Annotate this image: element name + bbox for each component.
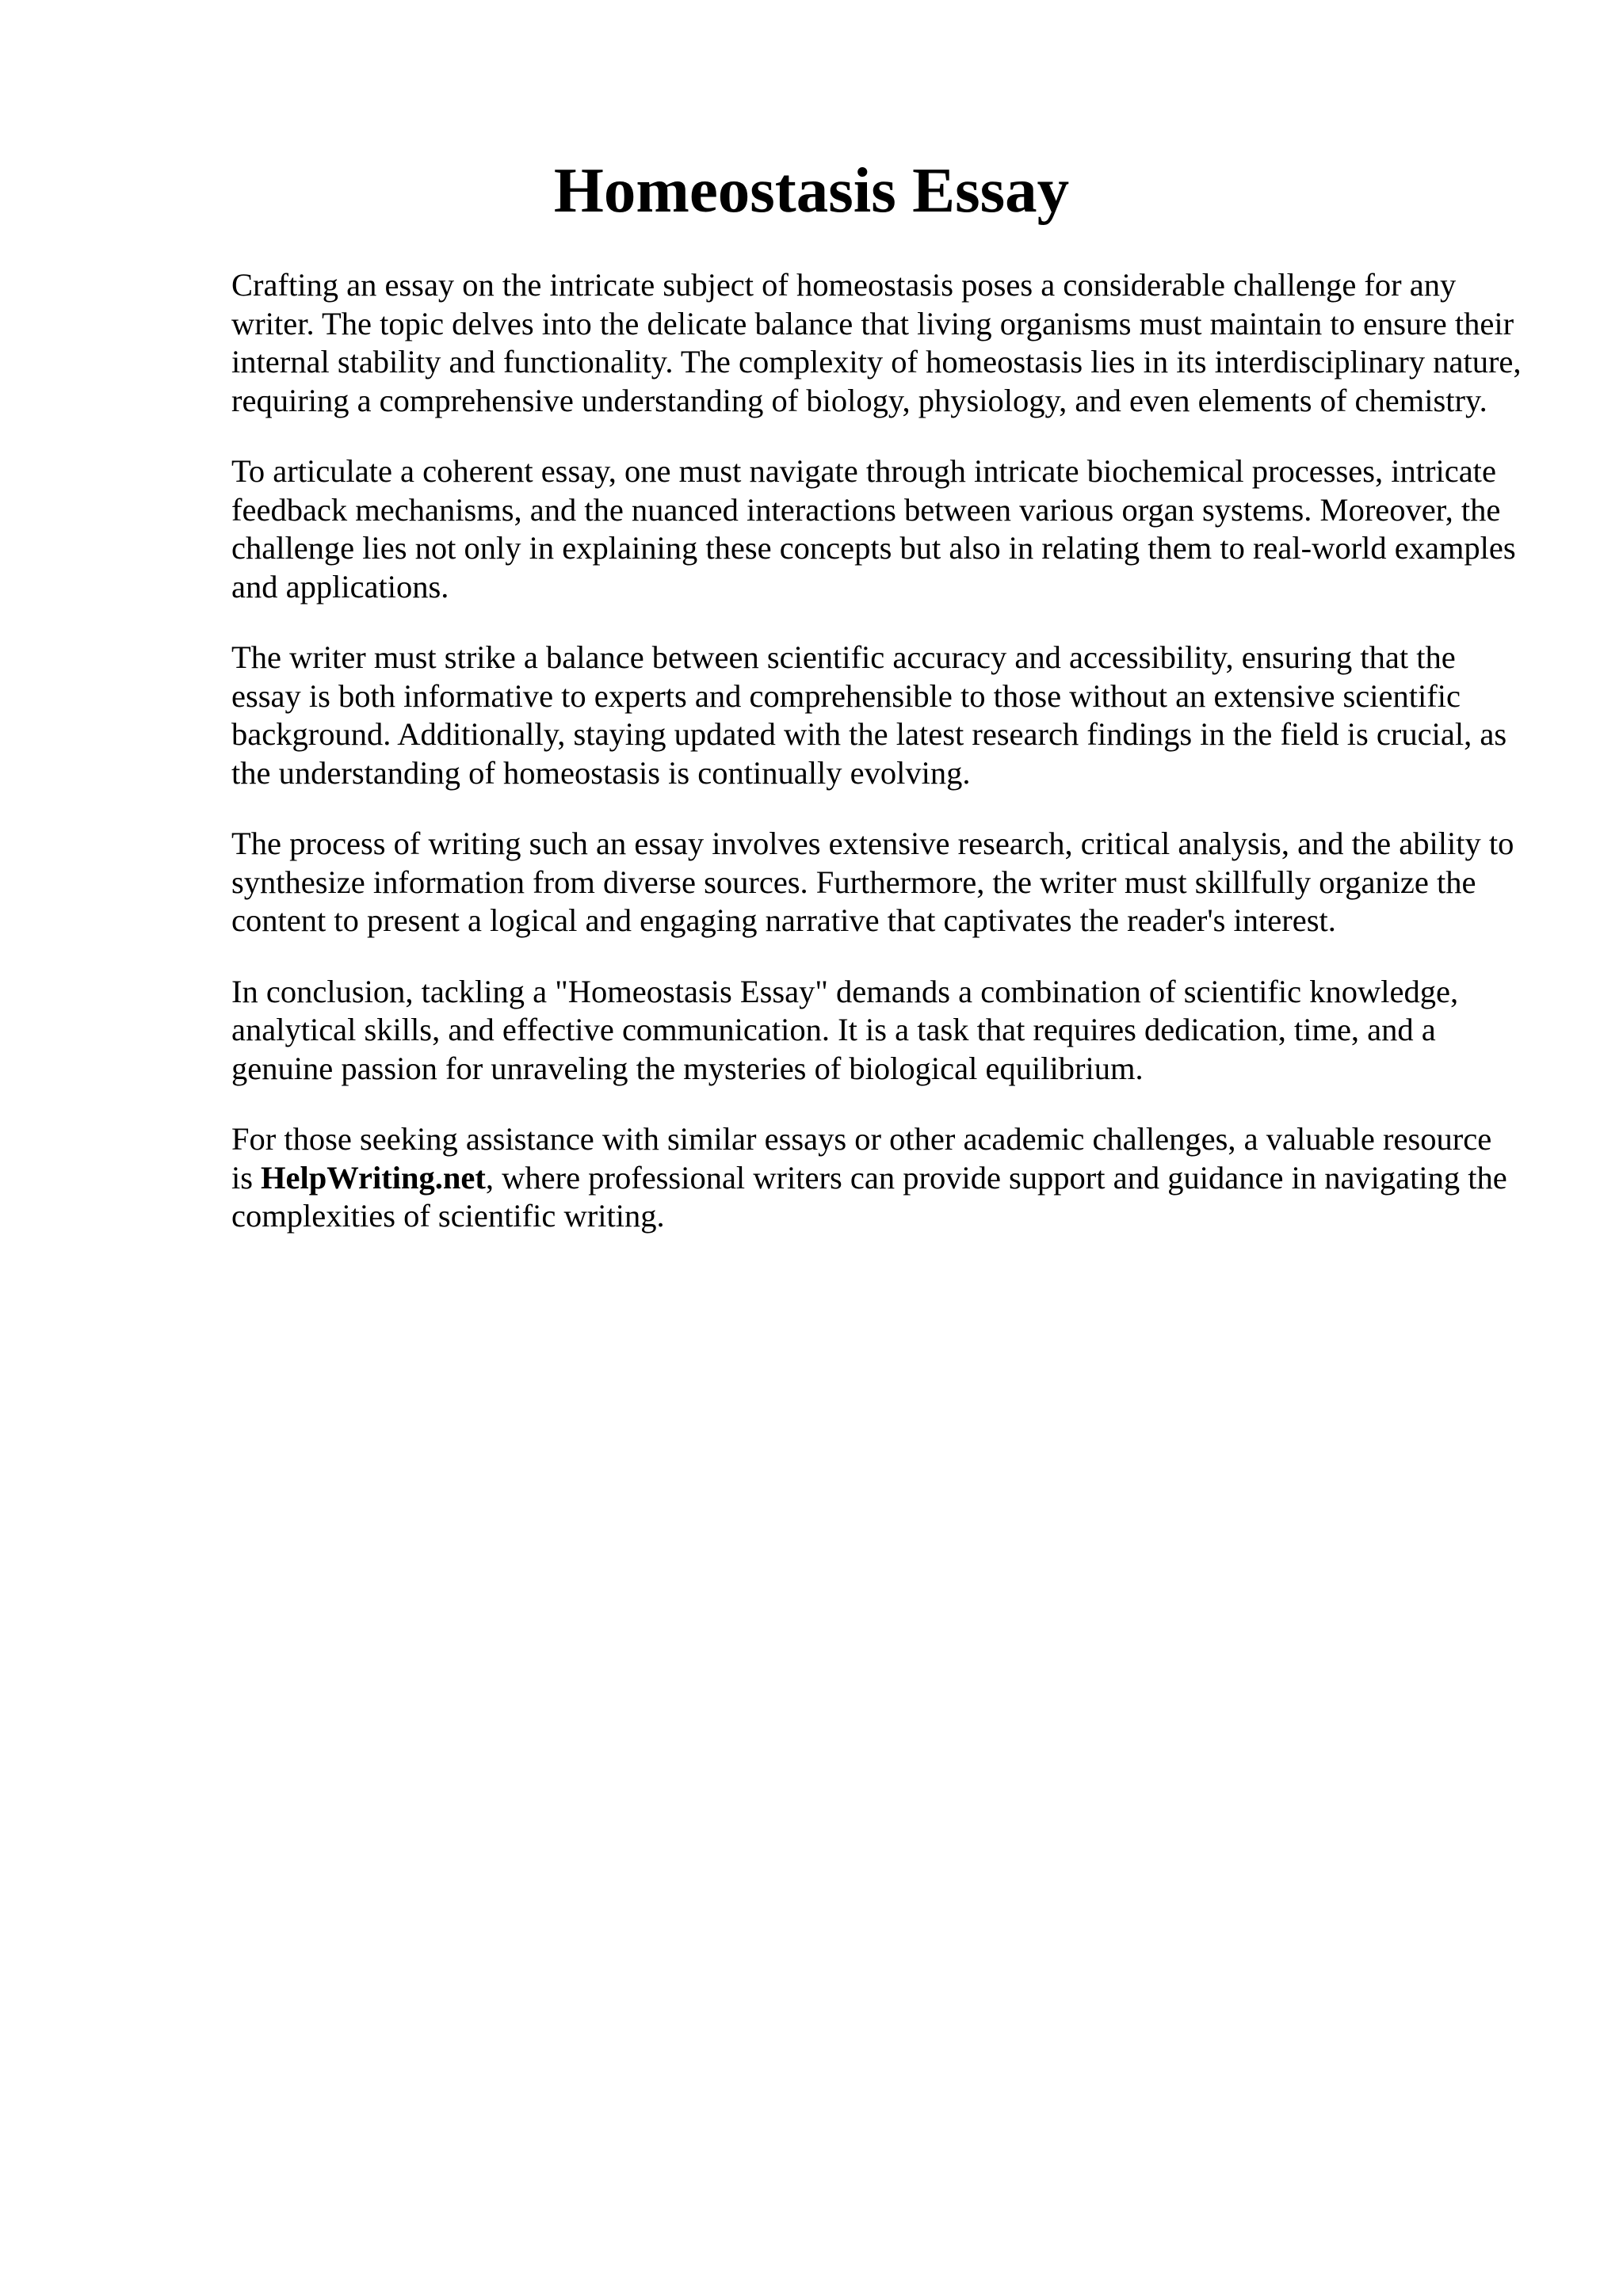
closing-text-after-link: , where professional writers can provide support and guidance in navigating the complexities of scientific writing. [231,1159,1507,1234]
paragraph-2: To articulate a coherent essay, one must navigate through intricate biochemical processes, intricate feedback mechanisms, and the nuanced interactions between various organ systems. Moreover, the challenge lies not only in explaining these concepts but also in relating them to real-world examples and applications. [231,453,1516,605]
paragraph-5: In conclusion, tackling a "Homeostasis Essay" demands a combination of scientific knowledge, analytical skills, and effective communication. It is a task that requires dedication, time, and a genuine passion for unraveling the mysteries of biological equilibrium. [231,973,1459,1086]
closing-text-before-link: For those seeking assistance with similar essays or other academic challenges, a valuable resource is [231,1121,1492,1196]
paragraph-1: Crafting an essay on the intricate subject of homeostasis poses a considerable challenge for any writer. The topic delves into the delicate balance that living organisms must maintain to ensure their internal stability and functionality. The complexity of homeostasis lies in its interdisciplinary nature, requiring a comprehensive understanding of biology, physiology, and even elements of chemistry. [231,267,1522,418]
paragraph-3: The writer must strike a balance between scientific accuracy and accessibility, ensuring that the essay is both informative to experts and comprehensible to those without an extensive scientific background. Additionally, staying updated with the latest research findings in the field is crucial, as the understanding of homeostasis is continually evolving. [231,639,1507,791]
paragraph-4: The process of writing such an essay involves extensive research, critical analysis, and the ability to synthesize information from diverse sources. Furthermore, the writer must skillfully organize the content to present a logical and engaging narrative that captivates the reader's interest. [231,826,1514,938]
helpwriting-link[interactable]: HelpWriting.net [261,1159,486,1196]
page-title: Homeostasis Essay [553,154,1070,226]
paragraph-closing [231,1120,1531,1236]
essay-body [231,266,1531,1268]
